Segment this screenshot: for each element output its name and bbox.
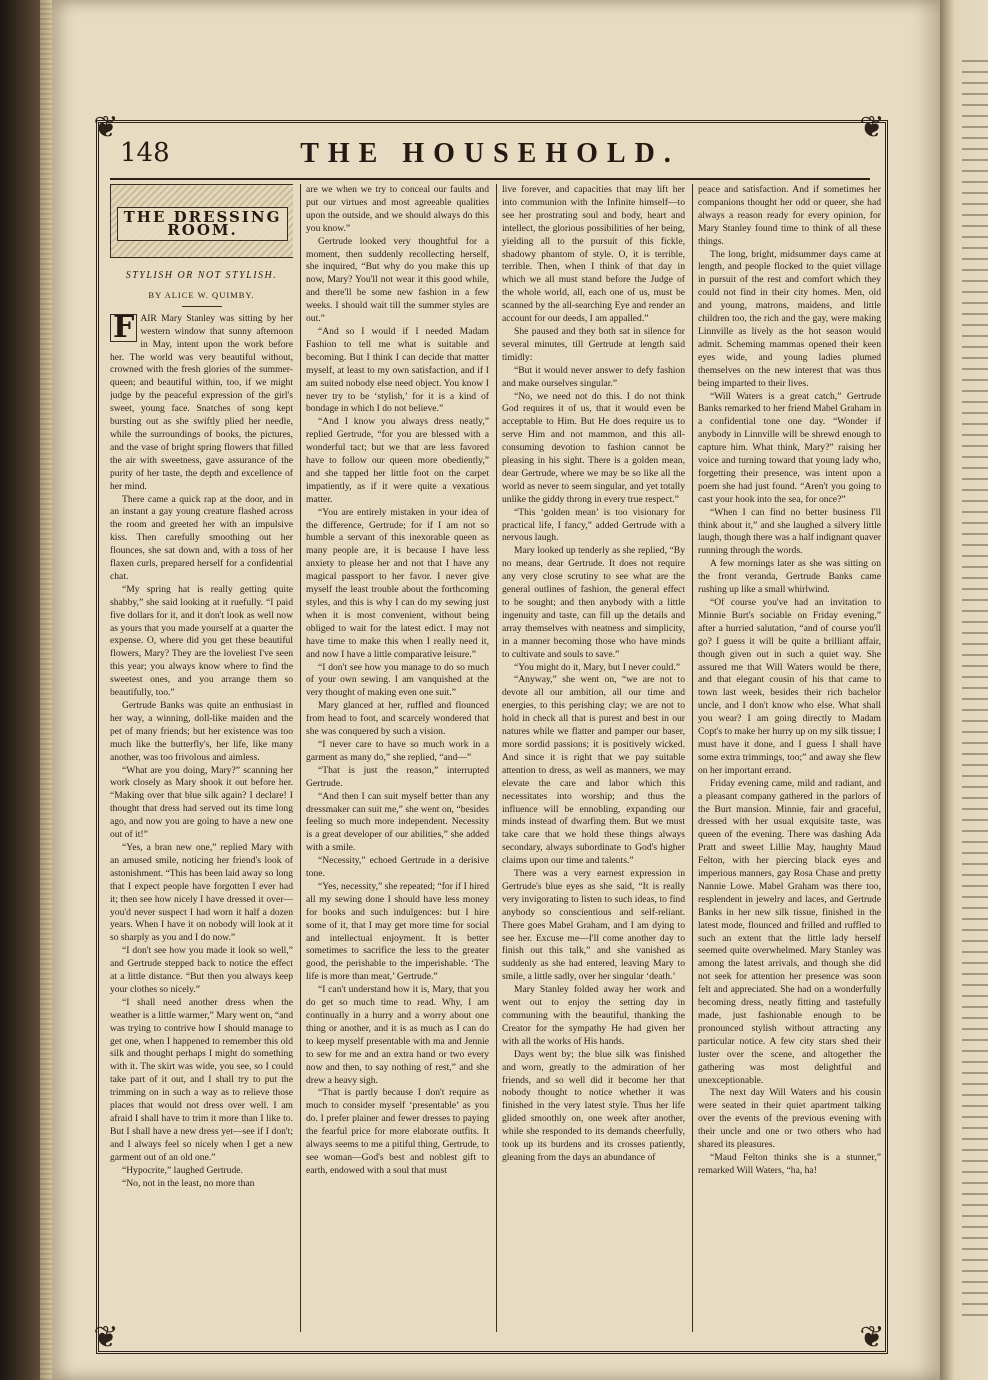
column-1 [110,184,293,1332]
corner-ornament-bottom-left: ❦ [93,1320,119,1355]
paragraph: “Necessity,” echoed Gertrude in a derisive tone. [306,855,489,880]
facing-page-edge [940,0,988,1380]
paragraph: “Of course you've had an invitation to Minnie Burt's sociable on Friday evening,” after a hurried salutation, “and of course you'll go? I guess it will be quite a brilliant affair, though given out in such a quiet way. She assured me that Will Waters would be there, and that elegant cousin of his that came to town last week, besides their rich bachelor uncle, and I don't know who else. What shall you wear? I am going directly to Madam Copt's to make her hurry up on my silk tissue; I must have it done, and I guess I shall have some extra trimmings, too;” and away she flew on her important errand. [698,597,881,776]
paragraph: “What are you doing, Mary?” scanning her work closely as Mary shook it out before her. “Making over that blue silk again? I declare! I thought that dress had served out its time long ago, and now you are going to have a new one out of it!” [110,764,293,841]
corner-ornament-top-right: ❦ [859,110,885,145]
column-3 [502,184,685,1332]
publication-title: THE HOUSEHOLD. [300,138,680,169]
column-2-body [306,184,489,1178]
paragraph: Gertrude Banks was quite an enthusiast in her way, a winning, doll-like maiden and the pet of many friends; but her existence was too much like the butterfly's, her life, like many another, was too frivolous and aimless. [110,700,293,763]
paragraph: Gertrude looked very thoughtful for a moment, then suddenly recollecting herself, she inquired, “But why do you make this up now, Mary? You'll not wear it this good while, and there'll be some new fashion in a few weeks. I should wait till the summer styles are out.” [306,235,489,325]
paragraph: “Maud Felton thinks she is a stunner,” remarked Will Waters, “ha, ha! [698,1151,881,1176]
paragraph: Mary glanced at her, ruffled and flounced from head to foot, and scarcely wondered that she was conquered by such a vision. [306,700,489,738]
paragraph: are we when we try to conceal our faults and put our virtues and most agreeable qualities upon the outside, and we should always do this you know.” [306,184,489,234]
paragraph: “When I can find no better business I'll think about it,” and she laughed a silvery little laugh, though there was a half indignant quaver running through the words. [698,506,881,557]
paragraph: “But it would never answer to defy fashion and make ourselves singular.” [502,364,685,389]
paragraph: The long, bright, midsummer days came at length, and people flocked to the quiet village in pursuit of the rest and comfort which they could not find in their city homes. Men, old and young, matrons, maidens, and little children too, the rich and the gay, were making Linnville as lively as the hot season would admit. Scheming mammas opened their keen eyes wide, and young ladies plumed themselves on the new interest that was thus being imparted to their lives. [698,248,881,389]
paragraph: “Will Waters is a great catch,” Gertrude Banks remarked to her friend Mabel Graham in a confidential tone one day. “Wonder if anybody in Linnville will be shrewd enough to capture him. What think, Mary?” raising her voice and turning toward that young lady who, forgetting their presence, was intent upon a poem she had just found. “Aren't you going to cast your hook into the sea, for once?” [698,390,881,505]
drop-cap: F [110,314,137,342]
paragraph: Friday evening came, mild and radiant, and a pleasant company gathered in the parlors of the Burt mansion. Minnie, fair and graceful, dressed with her usual exquisite taste, was queen of the evening. There was dashing Ada Pratt and sweet Lillie May, haughty Maud Felton, with her piercing black eyes and imperious manners, gay Rosa Chase and pretty Nannie Lowe. Mabel Graham was there too, resplendent in jewelry and laces, and Gertrude Banks in her new silk tissue, finished in the latest mode, flounced and frilled and ruffled to such an extent that the little lady herself seemed quite overwhelmed. Mary Stanley was among the latest arrivals, and though she did not seek for attention her presence was soon felt and appreciated. She had on a wonderfully becoming dress, neatly fitting and tastefully made, just fashionable enough to be pronounced stylish without attracting any particular notice. A few city stars shed their luster over the scene, and altogether the gathering was most delightful and unexceptionable. [698,777,881,1086]
paragraph: She paused and they both sat in silence for several minutes, till Gertrude at length said timidly: [502,325,685,363]
column-4-body [698,184,881,1178]
paragraph: “Yes, necessity,” she repeated; “for if I hired all my sewing done I should have less money for books and such indulgences: but I hire some of it, that I may get more time for social and intellectual enjoyment. It is better sometimes to sacrifice the less to the greater good, the perishable to the imperishable. ‘The life is more than meat,’ Gertrude.” [306,880,489,983]
paragraph: “I can't understand how it is, Mary, that you do get so much time to read. Why, I am continually in a hurry and a worry about one thing or another, and it is as much as I can do to keep myself presentable with ma and Jennie to sew for me and an extra hand or two every now and then, to say nothing of rest,” and she drew a heavy sigh. [306,984,489,1086]
column-rule [496,184,497,1332]
paragraph: “You might do it, Mary, but I never could.” [514,661,681,673]
paragraph: “And then I can suit myself better than any dressmaker can suit me,” she went on, “besides feeling so much more independent. Necessity is a great developer of our abilities,” she added with a smile. [306,790,489,854]
paragraph: “No, not in the least, no more than [122,1177,255,1189]
paragraph: A few mornings later as she was sitting on the front veranda, Gertrude Banks came rushing up like a small whirlwind. [698,558,881,596]
paragraph: peace and satisfaction. And if sometimes her companions thought her odd or queer, she had always a reason ready for every opinion, for Mary Stanley found time to think of all these things. [698,184,881,247]
paragraph: Days went by; the blue silk was finished and worn, greatly to the admiration of her friends, and so well did it become her that nobody thought to notice whether it was finished in the very latest style. Thus her life glided smoothly on, one week after another, while she responded to its demands cheerfully, took up its burdens and its crosses patiently, gleaning from the days an abundance of [502,1048,685,1163]
paragraph: “Anyway,” she went on, “we are not to devote all our ambition, all our time and energies, to this perishing clay; we are not to hold in check all that is purest and best in our natures while we flatter and pamper our baser, more sordid passions; it is positively wicked. And since it is right that we pay suitable attention to dress, as well as manners, we may elevate the care and labor which this necessitates into worship; and thus the influence will be ennobling, expanding our minds instead of dwarfing them. But we must take care that we hold these things always secondary, always subordinate to God's higher claims upon our time and talents.” [502,674,685,867]
article-byline: BY ALICE W. QUIMBY. [148,289,255,300]
column-3-body [502,184,685,1165]
column-rule [300,184,301,1332]
paragraph: “I never care to have so much work in a garment as many do,” she replied, “and—” [306,738,489,763]
paragraph: “Hypocrite,” laughed Gertrude. [122,1164,243,1176]
paragraph: Mary Stanley folded away her work and went out to enjoy the setting day in communing with the beautiful, thanking the Creator for the sympathy He had given her with all the works of His hands. [502,984,685,1047]
paragraph: “I don't see how you made it look so well,” and Gertrude stepped back to notice the effect at a little distance. “But then you always keep your clothes so nicely.” [110,945,293,995]
running-head [110,138,870,180]
paragraph: “That is just the reason,” interrupted Gertrude. [306,764,489,789]
department-banner: THE DRESSING ROOM. [117,207,288,241]
paragraph: “I don't see how you manage to do so much of your own sewing. I am vanquished at the very thought of making even one suit.” [306,661,489,699]
paragraph: “No, we need not do this. I do not think God requires it of us, that it would even be acceptable to Him. But He does require us to serve Him and not mammon, and this all-consuming devotion to fashion cannot be pleasing in his sight. There is a golden mean, dear Gertrude, where we may be so like all the world as never to seem singular, and yet totally unlike the giddy throng in every true respect.” [502,390,685,505]
paragraph: F AIR Mary Stanley was sitting by her western window that sunny afternoon in May, intent upon the work before her. The world was very beautiful without, crowned with the fresh glories of the summer-queen; and beautiful within, too, if we might judge by the peaceful expression of the girl's sweet, young face. Snatches of song kept bursting out as she swiftly plied her needle, while the surroundings of books, the pictures, and the vase of bright spring flowers that filled the air with sweetness, gave assurance of the purity of her taste, the depth and excellence of her mind. [110,309,293,492]
column-rule [692,184,693,1332]
page-number: 148 [120,138,170,168]
byline-rule [182,306,222,307]
department-banner-illustration [110,184,293,258]
column-2 [306,184,489,1332]
text-columns [110,184,881,1332]
paragraph: There came a quick rap at the door, and in an instant a gay young creature flashed across the room and greeted her with an impulsive kiss. Then carefully smoothing out her flounces, she sat down and, with a toss of her flaxen curls, prepared herself for a confidential chat. [110,493,293,582]
paragraph: “That is partly because I don't require as much to consider myself ‘presentable’ as you do. I prefer plainer and fewer dresses to paying the fearful price for more elaborate outfits. It always seems to me a pitiful thing, Gertrude, to see woman—God's best and noblest gift to earth, endowed with a soul that must [306,1087,489,1176]
corner-ornament-bottom-right: ❦ [859,1320,885,1355]
column-4 [698,184,881,1332]
paragraph: “This ‘golden mean’ is too visionary for practical life, I fancy,” added Gertrude with a nervous laugh. [502,506,685,544]
paragraph: “Yes, a bran new one,” replied Mary with an amused smile, noticing her friend's look of astonishment. “This has been laid away so long that I expect people have forgotten I ever had it; then see how nicely I have dressed it over—you'd never suspect I had worn it half a dozen years. When I have it on nobody will look at it so sharply as you and I do now.” [110,841,293,944]
corner-ornament-top-left: ❦ [93,110,119,145]
article-title: STYLISH OR NOT STYLISH. [125,270,278,281]
paragraph: There was a very earnest expression in Gertrude's blue eyes as she said, “It is really very invigorating to listen to such ideas, to find anybody so conscientious and self-reliant. There goes Mabel Graham, and I am dying to see her. Excuse me—I'll come another day to finish out this talk,” and she vanished as suddenly as she had entered, leaving Mary to smile, a little sadly, over her singular ‘death.’ [502,868,685,983]
facing-page-text [962,60,988,1320]
paragraph: Mary looked up tenderly as she replied, “By no means, dear Gertrude. It does not require any very close scrutiny to see what are the general outlines of fashion, the general effect to be sought; and then anybody with a little ingenuity and taste, can fill up the details and array themselves with neatness and simplicity, in a manner becoming those who have minds to cultivate and souls to save.” [502,545,685,660]
paragraph: “I shall need another dress when the weather is a little warmer,” Mary went on, “and was trying to contrive how I should manage to get one, when I happened to remember this old silk and thought perhaps I might do something with it. The skirt was wide, you see, so I could take part of it out, and I shall try to put the trimming on in such a way as to relieve those places that would not dress over well. I am afraid I shall have to trim it more than I like to. But I shall have a new dress yet—see if I don't; and I always feel so nicely when I get a new garment out of an old one.” [110,996,293,1163]
paragraph: “You are entirely mistaken in your idea of the difference, Gertrude; for if I am not so humble a servant of this inexorable queen as many people are, it is because I have less anxiety to please her and not that I have any magical passport to her favor. I never give myself the least trouble about the forthcoming styles, and this is why I can do my sewing just when it is most convenient, without being obliged to wait for the latest edict. I may not have time to make this when I really need it, and now I have a little comparative leisure.” [306,506,489,660]
paragraph: “And so I would if I needed Madam Fashion to tell me what is suitable and becoming. But I think I can decide that matter myself, at least to my own satisfaction, and if I am suited nobody else need object. You know I never try to be ‘stylish,’ for it is a kind of bondage in which I do not believe.” [306,325,489,415]
page [52,0,940,1380]
paragraph: The next day Will Waters and his cousin were seated in their quiet apartment talking over the events of the previous evening with their uncle and one or two others who had shared its pleasures. [698,1087,881,1151]
paragraph: live forever, and capacities that may lift her into communion with the Infinite himself—to see her prostrating soul and body, heart and intellect, the glorious possibilities of her being, yielding all to the pursuit of this fickle, shadowy phantom of style. O, it is terrible, terrible. Then, when I think of that day in which we all must stand before the Judge of the whole world, all, each one of us, must be scanned by the all-searching Eye and render an account for our deeds, I am appalled.” [502,184,685,325]
paragraph: “My spring hat is really getting quite shabby,” she said looking at it ruefully. “I paid five dollars for it, and it don't look as well now as yours that you made yourself at a quarter the expense. O, where did you get these beautiful flowers, Mary? They are the loveliest I've seen this year; you always know where to find the sweetest ones, and you arrange them so beautifully, too.” [110,583,293,699]
paragraph: “And I know you always dress neatly,” replied Gertrude, “for you are blessed with a wonderful tact; but we that are less favored have to follow our queen more obediently,” and she tapped her little foot on the carpet impatiently, as if it were quite a vexatious matter. [306,416,489,505]
column-1-body [110,309,293,1191]
